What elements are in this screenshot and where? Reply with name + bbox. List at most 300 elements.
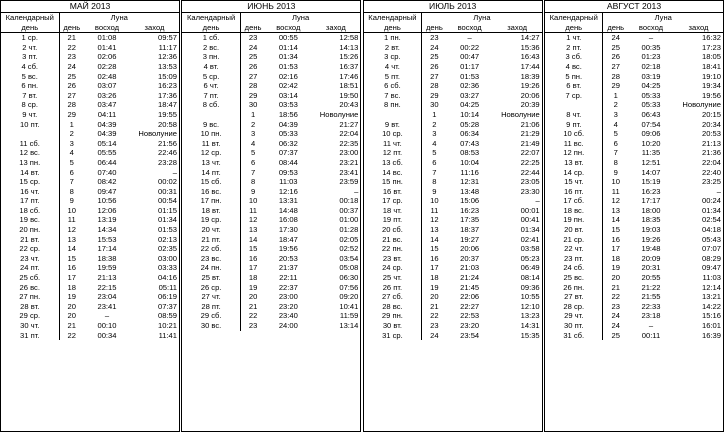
moonset-time: 19:34 bbox=[701, 81, 721, 91]
moonrise-time: 18:35 bbox=[641, 215, 661, 225]
calendar-day: 16 вс. bbox=[182, 187, 240, 197]
calendar-day: 25 чт. bbox=[364, 273, 422, 283]
moonset-time: 22:04 bbox=[339, 129, 359, 139]
moonset-time: 10:55 bbox=[520, 292, 540, 302]
moonset-time: 03:00 bbox=[158, 253, 178, 263]
moonrise-time: 06:34 bbox=[460, 129, 480, 139]
moon-day: 15 bbox=[611, 225, 620, 235]
moonrise-time: 07:37 bbox=[278, 148, 298, 158]
calendar-day: 1 сб. bbox=[182, 33, 240, 43]
calendar-day: 18 сб. bbox=[1, 206, 59, 216]
moon-day: 12 bbox=[67, 225, 76, 235]
calendar-day: 26 пн. bbox=[545, 283, 603, 293]
moonset-time: 14:22 bbox=[701, 301, 721, 311]
moonset-time: 16:23 bbox=[158, 81, 178, 91]
calendar-day: 3 пн. bbox=[182, 52, 240, 62]
moonrise-time: 11:35 bbox=[641, 148, 661, 158]
moonrise-time: 01:14 bbox=[278, 42, 298, 52]
moonset-time: 08:59 bbox=[158, 311, 178, 321]
moonrise-time: 09:53 bbox=[278, 167, 298, 177]
table-row bbox=[1, 283, 179, 293]
table-row bbox=[364, 62, 542, 72]
moonrise-time: 01:17 bbox=[460, 61, 480, 71]
moonrise-time: 02:48 bbox=[97, 71, 117, 81]
month-table bbox=[182, 1, 360, 331]
moon-day: 12 bbox=[248, 215, 258, 225]
moonrise-time: 21:03 bbox=[460, 263, 480, 273]
calendar-day: 31 пт. bbox=[1, 331, 59, 341]
moonset-time: 18:39 bbox=[520, 71, 540, 81]
table-row bbox=[364, 254, 542, 264]
table-row bbox=[1, 215, 179, 225]
calendar-day: 20 пн. bbox=[1, 225, 59, 235]
moonset-time: 22:46 bbox=[158, 148, 178, 158]
calendar-day: 25 сб. bbox=[1, 273, 59, 283]
moonset-time: 19:56 bbox=[701, 90, 721, 100]
table-row bbox=[182, 62, 360, 72]
calendar-day: 27 сб. bbox=[364, 292, 422, 302]
moonset-time: 20:58 bbox=[158, 119, 178, 129]
moon-day: 24 bbox=[430, 330, 439, 340]
moonset-time: 03:54 bbox=[339, 253, 359, 263]
calendar-day: 23 вс. bbox=[182, 254, 240, 264]
moon-day: 9 bbox=[432, 186, 437, 196]
moonrise-time: 20:31 bbox=[641, 263, 661, 273]
table-row bbox=[1, 33, 179, 43]
moon-day: 17 bbox=[67, 273, 76, 283]
table-row bbox=[545, 72, 723, 82]
moonset-time: 00:31 bbox=[158, 186, 178, 196]
table-row bbox=[364, 302, 542, 312]
table-row bbox=[1, 244, 179, 254]
moonset-time: 13:21 bbox=[701, 292, 721, 302]
moon-day: 29 bbox=[611, 81, 620, 91]
moon-day: 16 bbox=[611, 234, 620, 244]
calendar-day: 31 сб. bbox=[545, 331, 603, 341]
moon-day: 20 bbox=[430, 292, 439, 302]
moonrise-time: 04:25 bbox=[460, 100, 480, 110]
calendar-day: 29 сб. bbox=[182, 311, 240, 321]
calendar-day: 13 чт. bbox=[182, 158, 240, 168]
moonset-time: 21:36 bbox=[701, 148, 721, 158]
moonset-time: 00:41 bbox=[520, 215, 540, 225]
moonset-time: 14:27 bbox=[520, 33, 540, 43]
calendar-day: 15 пн. bbox=[364, 177, 422, 187]
table-row bbox=[1, 129, 179, 139]
table-row bbox=[182, 158, 360, 168]
calendar-day: 5 вс. bbox=[1, 72, 59, 82]
moonrise-time: 18:38 bbox=[97, 253, 117, 263]
moonrise-time: 04:39 bbox=[278, 119, 298, 129]
moon-header: Луна bbox=[110, 13, 128, 22]
table-row bbox=[182, 302, 360, 312]
moonrise-time: 04:25 bbox=[641, 81, 661, 91]
calendar-day: 17 сб. bbox=[545, 196, 603, 206]
table-row bbox=[1, 139, 179, 149]
moonset-time: 17:23 bbox=[701, 42, 721, 52]
calendar-day: 7 пт. bbox=[182, 91, 240, 101]
moonrise-time: 22:37 bbox=[278, 282, 298, 292]
moonrise-time: 10:20 bbox=[641, 138, 661, 148]
moonset-time: 11:59 bbox=[339, 311, 359, 321]
moon-day: 14 bbox=[430, 234, 439, 244]
moonrise-time: 07:43 bbox=[460, 138, 480, 148]
calendar-day: 1 пн. bbox=[364, 33, 422, 43]
moon-day: 15 bbox=[430, 244, 439, 254]
moonset-time: 23:00 bbox=[339, 148, 359, 158]
calendar-day: 4 сб. bbox=[1, 62, 59, 72]
calendar-day: 12 пт. bbox=[364, 148, 422, 158]
calendar-day: 22 чт. bbox=[545, 244, 603, 254]
calendar-day: 26 пт. bbox=[364, 283, 422, 293]
moonrise-time: 22:15 bbox=[97, 282, 117, 292]
table-row bbox=[182, 283, 360, 293]
table-row bbox=[545, 158, 723, 168]
month-panel-may bbox=[0, 0, 180, 432]
moonset-time: 19:50 bbox=[339, 90, 359, 100]
calendar-day: 25 вт. bbox=[182, 273, 240, 283]
moonset-time: 03:58 bbox=[520, 244, 540, 254]
moonrise-time: 02:16 bbox=[278, 71, 298, 81]
moonrise-time: 19:59 bbox=[97, 263, 117, 273]
table-row bbox=[545, 43, 723, 53]
moonset-time: 16:37 bbox=[339, 61, 359, 71]
moonset-time: 22:40 bbox=[701, 167, 721, 177]
moon-day: 20 bbox=[611, 273, 620, 283]
calendar-day: 26 вс. bbox=[1, 283, 59, 293]
moonset-time: 19:10 bbox=[701, 71, 721, 81]
moonset-time: 00:54 bbox=[158, 196, 178, 206]
moon-day: 13 bbox=[430, 225, 439, 235]
calendar-day: 2 чт. bbox=[1, 43, 59, 53]
calendar-day: 11 сб. bbox=[1, 139, 59, 149]
moonset-time: 12:58 bbox=[339, 33, 359, 43]
calendar-day: 1 ср. bbox=[1, 33, 59, 43]
calendar-day: 7 ср. bbox=[545, 91, 603, 101]
calendar-day: 29 ср. bbox=[1, 311, 59, 321]
moonrise-time: 11:03 bbox=[279, 177, 298, 187]
table-row bbox=[545, 177, 723, 187]
moonrise-time: 01:53 bbox=[278, 61, 298, 71]
moon-day: 14 bbox=[611, 215, 620, 225]
moon-day-header: день bbox=[603, 23, 628, 33]
moonset-time: 21:29 bbox=[520, 129, 540, 139]
moonset-time: 02:52 bbox=[339, 244, 359, 254]
moonrise-time: 20:55 bbox=[641, 273, 661, 283]
calendar-day: 25 вс. bbox=[545, 273, 603, 283]
calendar-day: 18 вс. bbox=[545, 206, 603, 216]
table-row bbox=[182, 100, 360, 110]
calendar-day: 31 ср. bbox=[364, 331, 422, 341]
table-row bbox=[545, 52, 723, 62]
moonrise-time: 02:28 bbox=[97, 61, 117, 71]
moonrise-time: 18:47 bbox=[278, 234, 298, 244]
moonrise-time: 19:48 bbox=[641, 244, 661, 254]
calendar-day: 29 чт. bbox=[545, 311, 603, 321]
moonset-time: 15:35 bbox=[520, 330, 540, 340]
month-panel-july bbox=[363, 0, 543, 432]
moonset-time: 20:53 bbox=[701, 129, 721, 139]
moonrise-time: 19:03 bbox=[641, 225, 661, 235]
moonrise-time: 08:44 bbox=[278, 157, 298, 167]
calendar-day: 24 пт. bbox=[1, 263, 59, 273]
calendar-day: 16 пт. bbox=[545, 187, 603, 197]
moon-day: 27 bbox=[248, 71, 258, 81]
moonset-time: 15:26 bbox=[339, 52, 359, 62]
moonrise-time: 21:13 bbox=[97, 273, 117, 283]
calendar-day: 19 вс. bbox=[1, 215, 59, 225]
table-row bbox=[364, 263, 542, 273]
calendar-day: 6 вт. bbox=[545, 81, 603, 91]
moonrise-time: 03:07 bbox=[97, 81, 117, 91]
moonset-time: 01:34 bbox=[158, 215, 178, 225]
table-row bbox=[364, 273, 542, 283]
moon-day: 23 bbox=[430, 33, 439, 43]
moonrise-time: – bbox=[648, 33, 654, 43]
table-row bbox=[182, 244, 360, 254]
table-row bbox=[364, 43, 542, 53]
calendar-day: 30 чт. bbox=[1, 321, 59, 331]
moonrise-time: 14:07 bbox=[641, 167, 661, 177]
table-row bbox=[1, 331, 179, 341]
moonrise-time: 04:39 bbox=[97, 129, 117, 139]
table-row bbox=[1, 91, 179, 101]
calendar-day: 23 пт. bbox=[545, 254, 603, 264]
moonset-time: 13:23 bbox=[520, 311, 540, 321]
table-row bbox=[182, 177, 360, 187]
moonset-time: 01:00 bbox=[339, 215, 359, 225]
calendar-day: 20 чт. bbox=[182, 225, 240, 235]
moonset-time: 21:27 bbox=[339, 119, 359, 129]
month-title: АВГУСТ 2013 bbox=[545, 1, 723, 13]
moonrise-time: 00:47 bbox=[460, 52, 480, 62]
calendar-day bbox=[1, 129, 59, 139]
moonset-time: 01:34 bbox=[520, 225, 540, 235]
table-row bbox=[545, 33, 723, 43]
calendar-day: 14 ср. bbox=[545, 168, 603, 178]
moonset-time: 20:15 bbox=[701, 109, 721, 119]
moonrise-header: восход bbox=[265, 23, 311, 33]
moonrise-time: 02:36 bbox=[460, 81, 480, 91]
moonrise-time: 15:06 bbox=[460, 196, 480, 206]
calendar-day: 8 чт. bbox=[545, 110, 603, 120]
moonrise-time: 17:17 bbox=[641, 196, 661, 206]
calendar-day: 5 ср. bbox=[182, 72, 240, 82]
calendar-day: 23 вт. bbox=[364, 254, 422, 264]
moonrise-time: 03:27 bbox=[460, 90, 480, 100]
calendar-day: 27 вт. bbox=[545, 292, 603, 302]
table-row bbox=[545, 120, 723, 130]
calendar-header-label: Календарный bbox=[5, 13, 54, 22]
moon-day: 21 bbox=[430, 301, 439, 311]
calendar-day: 28 ср. bbox=[545, 302, 603, 312]
month-table bbox=[1, 1, 179, 340]
moonrise-time: 00:10 bbox=[97, 321, 117, 330]
moonset-time: 16:01 bbox=[701, 321, 721, 330]
moon-day: 12 bbox=[611, 196, 620, 206]
moonset-time: 20:34 bbox=[701, 119, 721, 129]
moon-day: 23 bbox=[430, 321, 439, 330]
moonset-time: – bbox=[354, 186, 359, 196]
table-row bbox=[182, 148, 360, 158]
moon-day: 2 bbox=[69, 129, 74, 139]
table-row bbox=[545, 225, 723, 235]
moon-day: 7 bbox=[432, 167, 437, 177]
moonrise-header: восход bbox=[84, 23, 130, 33]
calendar-day: 10 ср. bbox=[364, 129, 422, 139]
moonset-time: 09:47 bbox=[701, 263, 721, 273]
table-row bbox=[545, 129, 723, 139]
moonrise-time: 20:53 bbox=[278, 253, 298, 263]
moon-header: Луна bbox=[291, 13, 310, 22]
table-row bbox=[364, 120, 542, 130]
moon-day: 24 bbox=[611, 33, 620, 43]
moon-day: 15 bbox=[67, 253, 76, 263]
moonrise-time: 21:37 bbox=[278, 263, 298, 273]
table-row bbox=[364, 187, 542, 197]
moon-day: 27 bbox=[611, 61, 620, 71]
moonset-time: 07:37 bbox=[158, 301, 178, 311]
moonset-time: 21:56 bbox=[158, 138, 178, 148]
calendar-day: 7 вс. bbox=[364, 91, 422, 101]
moonset-time: 23:21 bbox=[339, 157, 359, 167]
moonrise-time: 23:54 bbox=[460, 330, 480, 340]
moonrise-time: 21:22 bbox=[641, 282, 661, 292]
calendar-day-header bbox=[1, 13, 59, 33]
moonrise-header: восход bbox=[628, 23, 674, 33]
moonrise-time: 24:00 bbox=[278, 321, 298, 330]
table-row bbox=[182, 43, 360, 53]
moon-day: 18 bbox=[611, 253, 620, 263]
moon-day: 22 bbox=[248, 311, 258, 321]
moonrise-time: 01:34 bbox=[278, 52, 298, 62]
moon-day: 19 bbox=[248, 282, 258, 292]
table-row bbox=[182, 91, 360, 101]
calendar-day: 11 вт. bbox=[182, 139, 240, 149]
table-row bbox=[545, 100, 723, 110]
moonrise-time: – bbox=[648, 321, 654, 330]
table-row bbox=[364, 81, 542, 91]
calendar-day: 23 чт. bbox=[1, 254, 59, 264]
moon-day: 1 bbox=[432, 109, 437, 119]
moonrise-time: 22:53 bbox=[460, 311, 480, 321]
moonrise-time: 23:04 bbox=[97, 292, 117, 302]
moon-day: 10 bbox=[611, 177, 620, 187]
table-row bbox=[364, 225, 542, 235]
moonrise-time: 00:35 bbox=[641, 42, 661, 52]
moon-day: 19 bbox=[430, 282, 439, 292]
moonrise-time: 18:56 bbox=[278, 109, 298, 119]
moonset-time: Новолуние bbox=[319, 109, 359, 119]
table-row bbox=[1, 254, 179, 264]
moon-day: 28 bbox=[611, 71, 620, 81]
table-row bbox=[545, 91, 723, 101]
table-row bbox=[182, 168, 360, 178]
calendar-day: 1 чт. bbox=[545, 33, 603, 43]
table-row bbox=[545, 244, 723, 254]
moon-day: 1 bbox=[250, 109, 256, 119]
moonrise-time: 05:55 bbox=[97, 148, 117, 158]
moonrise-time: 18:00 bbox=[641, 205, 661, 215]
calendar-day: 13 сб. bbox=[364, 158, 422, 168]
calendar-day: 9 вс. bbox=[182, 120, 240, 130]
calendar-day: 24 ср. bbox=[364, 263, 422, 273]
moonset-time: 00:24 bbox=[701, 196, 721, 206]
calendar-day: 9 пт. bbox=[545, 120, 603, 130]
table-row bbox=[364, 283, 542, 293]
moon-day: 27 bbox=[430, 71, 439, 81]
calendar-day: 24 сб. bbox=[545, 263, 603, 273]
moon-day: 26 bbox=[430, 61, 439, 71]
moon-day: 25 bbox=[248, 52, 258, 62]
calendar-day-header bbox=[545, 13, 603, 33]
moonset-time: 01:34 bbox=[701, 205, 721, 215]
calendar-day bbox=[364, 110, 422, 120]
table-row bbox=[1, 302, 179, 312]
moonset-time: 02:35 bbox=[158, 244, 178, 254]
moonrise-time: 00:34 bbox=[97, 330, 117, 340]
table-row bbox=[545, 196, 723, 206]
table-row bbox=[1, 110, 179, 120]
moon-day: 7 bbox=[250, 167, 256, 177]
table-row bbox=[182, 196, 360, 206]
table-row bbox=[364, 148, 542, 158]
table-row bbox=[1, 158, 179, 168]
moon-day: 30 bbox=[430, 100, 439, 110]
moonset-time: 21:49 bbox=[520, 138, 540, 148]
table-row bbox=[1, 168, 179, 178]
moonset-time: Новолуние bbox=[138, 129, 178, 139]
moonset-time: 23:28 bbox=[158, 157, 178, 167]
moonrise-time: – bbox=[104, 311, 110, 321]
moon-day: 10 bbox=[430, 196, 439, 206]
moonrise-time: 20:06 bbox=[460, 244, 480, 254]
moonrise-time: 13:48 bbox=[460, 186, 480, 196]
moonrise-time: 11:16 bbox=[460, 167, 479, 177]
table-row bbox=[364, 129, 542, 139]
moon-day: 13 bbox=[67, 234, 76, 244]
moonrise-time: 00:22 bbox=[460, 42, 480, 52]
moonset-time: 11:41 bbox=[158, 330, 178, 340]
table-row bbox=[545, 139, 723, 149]
table-row bbox=[182, 110, 360, 120]
moon-day: 11 bbox=[611, 186, 620, 196]
table-row bbox=[364, 311, 542, 321]
moon-day: 22 bbox=[611, 292, 620, 302]
moonset-time: 08:14 bbox=[520, 273, 540, 283]
moonrise-time: 23:20 bbox=[460, 321, 480, 330]
moonrise-time: 12:51 bbox=[641, 157, 661, 167]
calendar-day: 27 чт. bbox=[182, 292, 240, 302]
table-row bbox=[182, 139, 360, 149]
moonset-time: 12:36 bbox=[158, 52, 178, 62]
calendar-header-label: Календарный bbox=[549, 13, 598, 22]
table-row bbox=[1, 81, 179, 91]
moonset-time: 02:05 bbox=[339, 234, 359, 244]
table-row bbox=[1, 148, 179, 158]
moonset-time: 23:05 bbox=[520, 177, 540, 187]
moon-day: 17 bbox=[611, 244, 620, 254]
table-row bbox=[364, 321, 542, 331]
moon-day: 19 bbox=[611, 263, 620, 273]
moon-day: 11 bbox=[67, 215, 76, 225]
calendar-day: 6 пн. bbox=[1, 81, 59, 91]
moon-day: 13 bbox=[248, 225, 258, 235]
moonset-time: 09:57 bbox=[158, 33, 178, 43]
table-row bbox=[1, 206, 179, 216]
table-row bbox=[182, 206, 360, 216]
table-row bbox=[364, 331, 542, 341]
